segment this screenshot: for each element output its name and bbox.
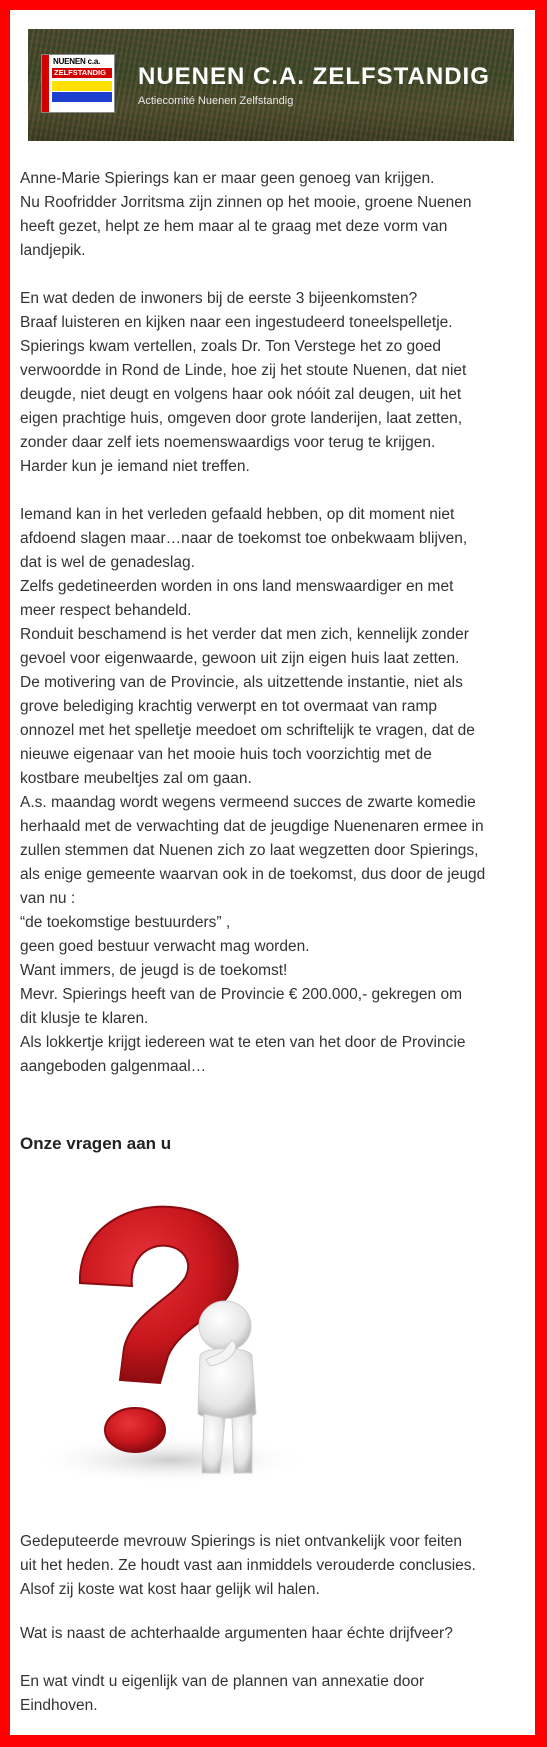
paragraph-6 [20, 1031, 520, 1079]
paragraph-1 [20, 167, 520, 263]
text-line: Braaf luisteren en kijken naar een ingestudeerd toneelspelletje. [20, 314, 453, 331]
logo-red-bar [42, 55, 49, 112]
paragraph-7 [20, 1530, 520, 1602]
text-line: Want immers, de jeugd is de toekomst! [20, 962, 288, 979]
logo-yellow-stripe [52, 81, 112, 91]
text-line: Wat is naast de achterhaalde argumenten haar échte drijfveer? [20, 1625, 453, 1642]
paragraph-5 [20, 791, 520, 1031]
text-line: heeft gezet, helpt ze hem maar al te graag met deze vorm van [20, 218, 448, 235]
text-line: deugde, niet deugt en volgens haar ook nóóit zal deugen, uit het [20, 386, 462, 403]
text-line: kostbare meubeltjes zal om gaan. [20, 770, 252, 787]
text-line: meer respect behandeld. [20, 602, 192, 619]
text-line: Alsof zij koste wat kost haar gelijk wil halen. [20, 1581, 320, 1598]
text-line: herhaald met de verwachting dat de jeugdige Nuenenaren ermee in [20, 818, 484, 835]
text-line: eigen prachtige huis, omgeven door grote landerijen, laat zetten, [20, 410, 463, 427]
text-line: zonder daar zelf iets noemenswaardigs voor terug te krijgen. [20, 434, 436, 451]
text-line: nieuwe eigenaar van het mooie huis toch voorzichtig met de [20, 746, 432, 763]
paragraph-4 [20, 623, 520, 791]
ground-shadow [30, 1436, 310, 1484]
text-line: Spierings kwam vertellen, zoals Dr. Ton Verstege het zo goed [20, 338, 442, 355]
text-line: grove belediging krachtig verwerpt en tot overmaat van ramp [20, 698, 437, 715]
thinking-figure-question-mark-icon [20, 1188, 320, 1488]
paragraph-2 [20, 287, 520, 479]
text-line: van nu : [20, 890, 76, 907]
site-tagline: Actiecomité Nuenen Zelfstandig [138, 95, 294, 107]
text-line: verwoordde in Rond de Linde, hoe zij het stoute Nuenen, dat niet [20, 362, 467, 379]
text-line: geen goed bestuur verwacht mag worden. [20, 938, 310, 955]
text-line: als enige gemeente waarvan ook in de toekomst, dus door de jeugd [20, 866, 486, 883]
text-line: dat is wel de genadeslag. [20, 554, 195, 571]
site-logo[interactable] [41, 54, 115, 113]
text-line: A.s. maandag wordt wegens vermeend succes de zwarte komedie [20, 794, 476, 811]
text-line: Eindhoven. [20, 1697, 98, 1714]
text-line: Als lokkertje krijgt iedereen wat te eten van het door de Provincie [20, 1034, 466, 1051]
section-heading: Onze vragen aan u [20, 1134, 172, 1153]
text-line: Zelfs gedetineerden worden in ons land menswaardiger en met [20, 578, 454, 595]
text-line: aangeboden galgenmaal… [20, 1058, 207, 1075]
text-line: Iemand kan in het verleden gefaald hebben, op dit moment niet [20, 506, 455, 523]
text-line: onnozel met het spelletje meedoet om schriftelijk te vragen, dat de [20, 722, 475, 739]
text-line: dit klusje te klaren. [20, 1010, 149, 1027]
text-line: Anne-Marie Spierings kan er maar geen genoeg van krijgen. [20, 170, 435, 187]
text-line: Harder kun je iemand niet treffen. [20, 458, 250, 475]
logo-text-line1: NUENEN c.a. [53, 57, 101, 66]
text-line: Ronduit beschamend is het verder dat men zich, kennelijk zonder [20, 626, 469, 643]
text-line: De motivering van de Provincie, als uitzettende instantie, niet als [20, 674, 463, 691]
text-line: uit het heden. Ze houdt vast aan inmiddels verouderde conclusies. [20, 1557, 476, 1574]
text-line: En wat deden de inwoners bij de eerste 3 bijeenkomsten? [20, 290, 418, 307]
text-line: “de toekomstige bestuurders” , [20, 914, 231, 931]
text-line: Nu Roofridder Jorritsma zijn zinnen op het mooie, groene Nuenen [20, 194, 472, 211]
text-line: landjepik. [20, 242, 86, 259]
paragraph-8 [20, 1622, 520, 1646]
site-header-banner[interactable] [28, 29, 514, 141]
question-mark-dot [105, 1408, 165, 1452]
text-line: En wat vindt u eigenlijk van de plannen van annexatie door [20, 1673, 425, 1690]
page-container [10, 10, 535, 1735]
text-line: afdoend slagen maar…naar de toekomst toe onbekwaam blijven, [20, 530, 468, 547]
logo-blue-stripe [52, 92, 112, 102]
paragraph-9 [20, 1670, 520, 1718]
text-line: Gedeputeerde mevrouw Spierings is niet ontvankelijk voor feiten [20, 1533, 462, 1550]
logo-text-line2: ZELFSTANDIG [52, 68, 112, 78]
paragraph-3 [20, 503, 520, 623]
site-title[interactable]: NUENEN C.A. ZELFSTANDIG [138, 63, 490, 90]
text-line: zullen stemmen dat Nuenen zich zo laat wegzetten door Spierings, [20, 842, 479, 859]
text-line: Mevr. Spierings heeft van de Provincie € 200.000,- gekregen om [20, 986, 463, 1003]
text-line: gevoel voor eigenwaarde, gewoon uit zijn eigen huis laat zetten. [20, 650, 460, 667]
